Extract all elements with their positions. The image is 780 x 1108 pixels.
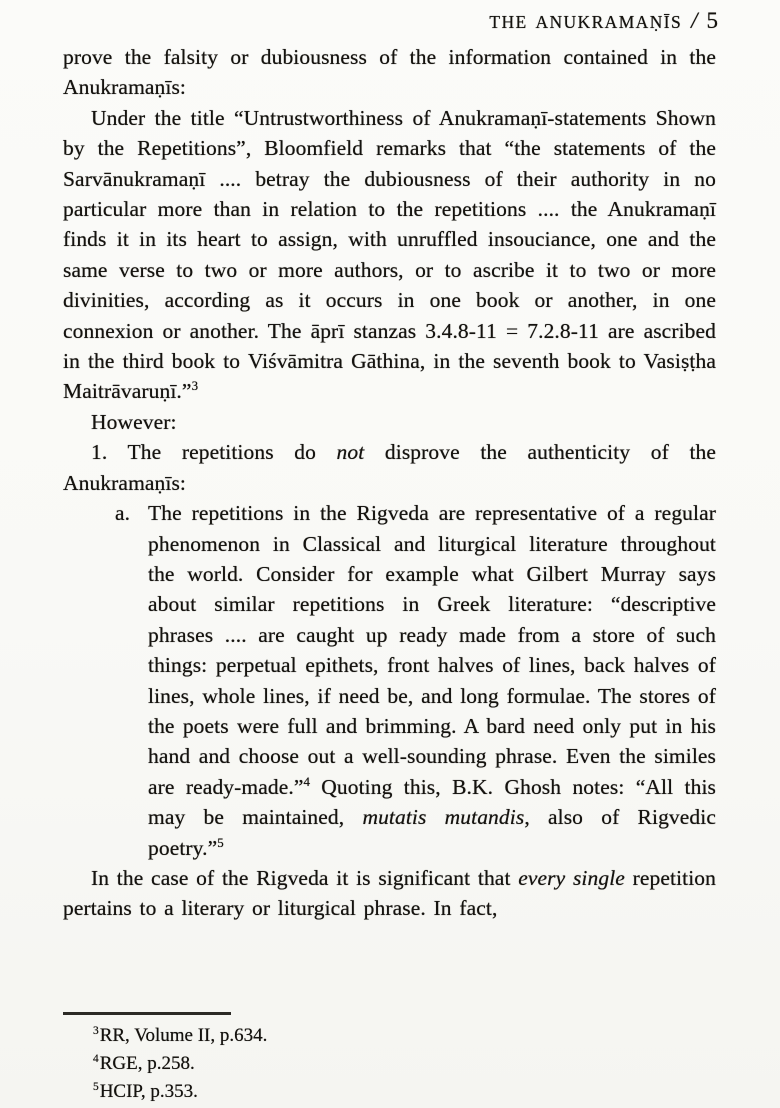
paragraph-item-a xyxy=(115,498,716,863)
running-header xyxy=(489,8,718,34)
paragraph-continuation xyxy=(63,42,716,103)
paragraph-however xyxy=(63,407,716,437)
text-run: In the case of the Rigveda it is significant that xyxy=(91,865,519,890)
text-run: 1. The repetitions do xyxy=(91,440,337,465)
footnote-rule xyxy=(63,1012,231,1015)
footnote-marker: 5 xyxy=(93,1080,99,1093)
paragraph-rigveda-significance xyxy=(63,863,716,924)
text-run: , also of Rigvedic poetry.” xyxy=(148,805,716,860)
emphasis-text: every single xyxy=(518,865,625,890)
text-run: repetition pertains to a literary or liturgical phrase. In fact, xyxy=(63,865,716,921)
text-run: However: xyxy=(91,409,177,434)
footnote-text: RGE, p.258. xyxy=(99,1053,195,1074)
text-run: disprove the authenticity of the Anukramaṇīs: xyxy=(63,440,717,495)
footnote-text: RR, Volume II, p.634. xyxy=(99,1025,268,1046)
footnote-ref: 5 xyxy=(217,835,224,850)
footnotes xyxy=(63,1012,716,1106)
paragraph-point-1 xyxy=(63,437,716,498)
footnote-marker: 4 xyxy=(93,1052,99,1065)
footnote-ref: 4 xyxy=(303,774,310,789)
text-run: prove the falsity or dubiousness of the information contained in the Anukramaṇīs: xyxy=(63,45,716,100)
footnote-ref: 3 xyxy=(191,379,199,394)
running-title: THE ANUKRAMAṆĪS xyxy=(489,12,683,32)
footnote-item xyxy=(63,1050,716,1078)
paragraph-bloomfield-quote xyxy=(63,103,716,407)
emphasis-text: mutatis mutandis xyxy=(362,805,525,830)
footnote-text: HCIP, p.353. xyxy=(99,1081,198,1102)
footnote-list xyxy=(63,1022,716,1106)
header-separator: / xyxy=(691,8,698,33)
footnote-item xyxy=(63,1078,716,1106)
body-text xyxy=(63,42,716,924)
text-run: Under the title “Untrustworthiness of Anukramaṇī-statements Shown by the Repetitions”, Bloomfield remarks that “the statements of the Sarvānukramaṇī .... betray the dubiousness of their authority in no particular more than in relation to the repetitions .... the Anukramaṇī finds it in its heart to assign, with unruffled insouciance, one and the same verse to two or more authors, or to ascribe it to two or more divinities, according as it occurs in one book or another, in one connexion or another. The āprī stanzas 3.4.8-11 = 7.2.8-11 are ascribed in the third book to Viśvāmitra Gāthina, in the seventh book to Vasiṣṭha Maitrāvaruṇī.” xyxy=(63,105,716,404)
page-number: 5 xyxy=(706,8,718,33)
emphasis-text: not xyxy=(336,440,365,465)
footnote-item xyxy=(63,1022,716,1050)
list-marker: a. xyxy=(115,501,131,526)
text-run: Quoting this, B.K. Ghosh notes: “All this may be maintained, xyxy=(148,774,716,830)
footnote-marker: 3 xyxy=(93,1024,99,1037)
text-run: The repetitions in the Rigveda are representative of a regular phenomenon in Classical and liturgical literature throughout the world. Consider for example what Gilbert Murray says about similar repetitions in Greek literature: “descriptive phrases .... are caught up ready made from a store of such things: perpetual epithets, front halves of lines, back halves of lines, whole lines, if need be, and long formulae. The stores of the poets were full and brimming. A bard need only put in his hand and choose out a well-sounding phrase. Even the similes are ready-made.” xyxy=(148,501,716,799)
